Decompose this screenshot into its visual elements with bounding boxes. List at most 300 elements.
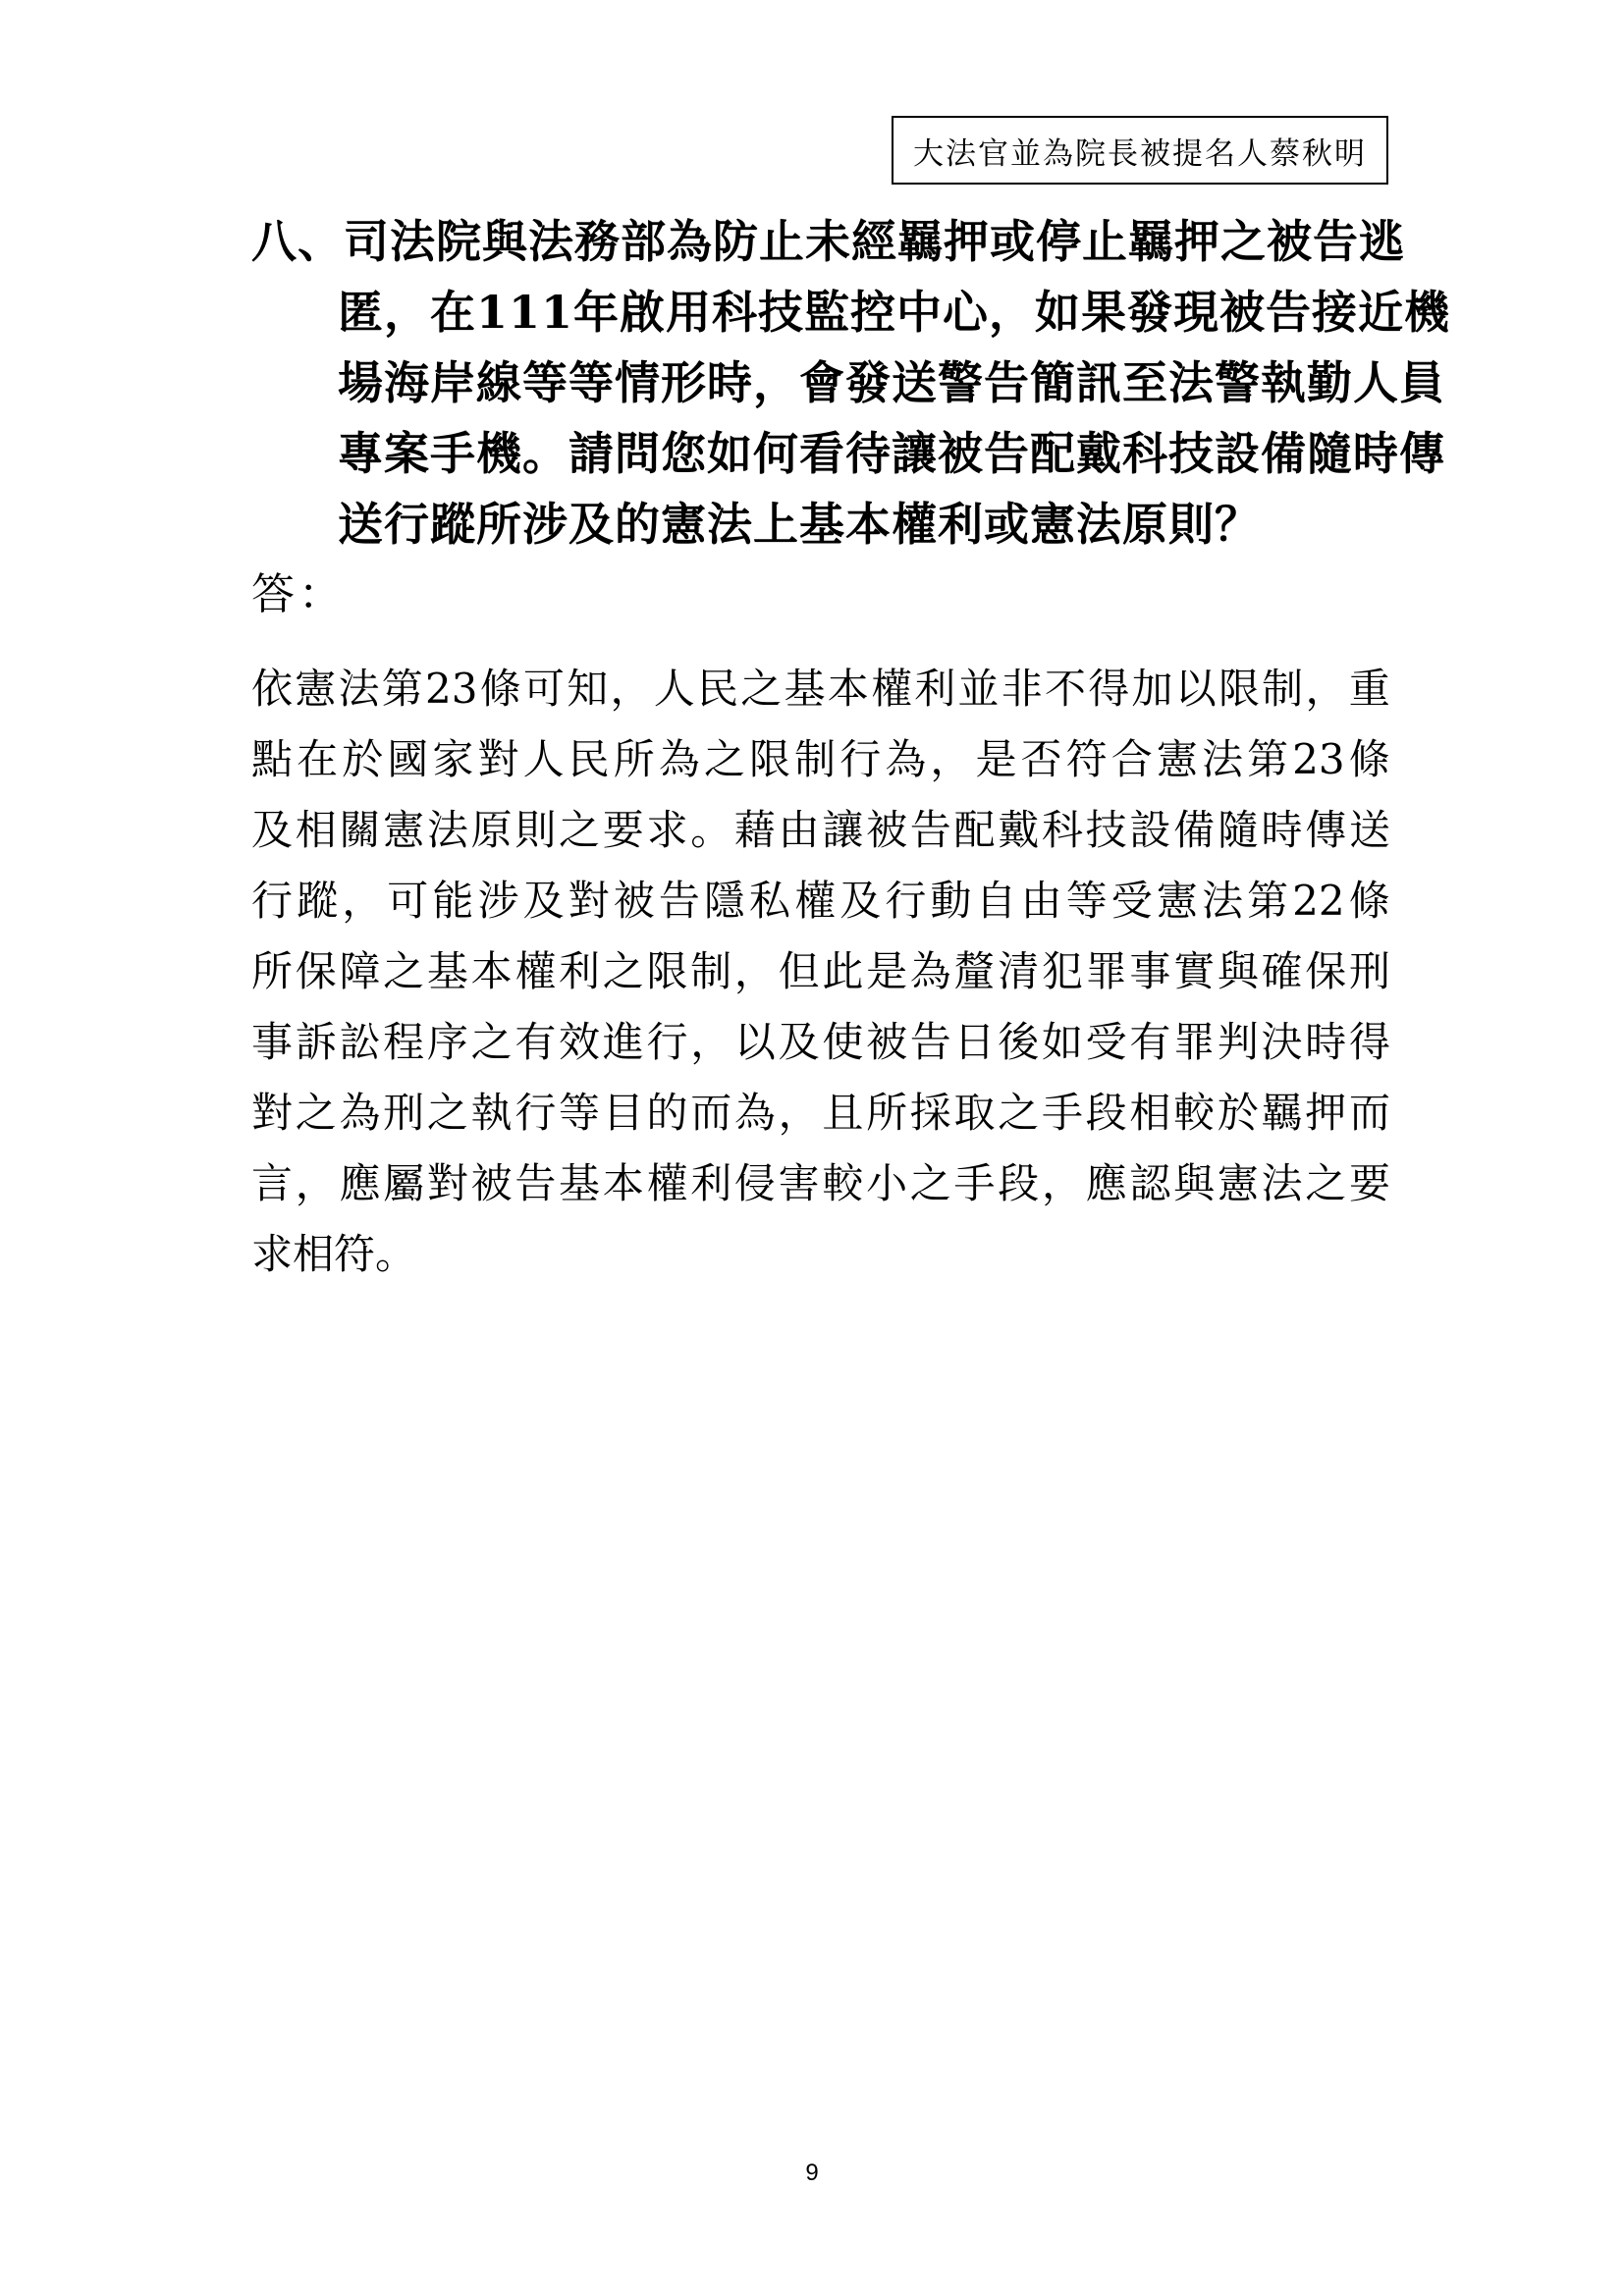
line-glyph: 接 (1312, 286, 1359, 339)
line-glyph: 告 (984, 356, 1030, 409)
line-glyph: 等 (1065, 877, 1108, 925)
line-glyph: 利 (914, 665, 956, 713)
answer-line (251, 936, 1390, 1007)
line-glyph: 訟 (339, 1018, 381, 1066)
answer-line (251, 1007, 1390, 1078)
line-glyph: 條 (479, 665, 521, 713)
line-glyph: 被 (866, 806, 908, 854)
line-glyph: ， (778, 1089, 820, 1137)
answer-line: 求相符。 (251, 1230, 417, 1278)
line-glyph: 對 (568, 877, 610, 925)
line-glyph: 告 (1313, 215, 1359, 268)
line-glyph: 員 (1399, 356, 1445, 409)
line-glyph: 法 (1261, 1159, 1303, 1207)
line-glyph: 被 (938, 427, 984, 480)
line-glyph: 行 (885, 877, 927, 925)
line-glyph: 發 (845, 356, 892, 409)
line-glyph: 羈 (1128, 215, 1174, 268)
line-glyph: 罪 (1085, 947, 1127, 995)
question-line (338, 277, 1451, 347)
line-glyph: 否 (1020, 735, 1062, 783)
line-glyph: 啟 (620, 286, 667, 339)
line-glyph: 司 (344, 215, 390, 268)
line-glyph: 法 (338, 665, 380, 713)
answer-line (251, 724, 1390, 795)
line-glyph: 停 (1036, 215, 1082, 268)
line-glyph: 至 (1122, 356, 1168, 409)
line-glyph: 被 (613, 877, 655, 925)
line-glyph: 蹤 (297, 877, 339, 925)
question-line (338, 347, 1445, 418)
line-glyph: 法 (1201, 877, 1243, 925)
line-glyph: 技 (758, 286, 805, 339)
line-glyph: 本 (602, 1159, 644, 1207)
line-glyph: 為 (909, 947, 951, 995)
line-glyph: 手 (430, 427, 476, 480)
question-line (251, 206, 1405, 277)
line-glyph: 勤 (1307, 356, 1353, 409)
line-glyph: ， (610, 665, 652, 713)
line-glyph: 機 (476, 427, 522, 480)
line-glyph: 止 (759, 215, 805, 268)
line-glyph: 人 (1353, 356, 1399, 409)
line-glyph: 匿 (338, 286, 384, 339)
line-glyph: 科 (1122, 427, 1168, 480)
line-glyph: 等 (522, 356, 568, 409)
line-glyph: 涉 (477, 877, 519, 925)
line-glyph: 之 (426, 1089, 468, 1137)
line-glyph: 保 (1305, 947, 1347, 995)
line-glyph: 之 (740, 665, 783, 713)
line-glyph: 之 (1305, 1159, 1347, 1207)
line-glyph: 讓 (892, 427, 938, 480)
line-glyph: 行 (514, 1089, 557, 1137)
line-glyph: 進 (602, 1018, 644, 1066)
line-glyph: 何 (753, 427, 799, 480)
line-glyph: 利 (559, 947, 601, 995)
line-glyph: 押 (1174, 215, 1220, 268)
line-glyph: 要 (1348, 1159, 1390, 1207)
line-glyph: 手 (953, 1159, 996, 1207)
line-glyph: 屬 (383, 1159, 425, 1207)
line-glyph: ， (690, 1018, 732, 1066)
line-glyph: 由 (778, 806, 820, 854)
line-glyph: 為 (733, 1089, 776, 1137)
line-glyph: 羈 (1261, 1089, 1303, 1137)
line-glyph: 對 (477, 735, 519, 783)
line-glyph: 求 (646, 806, 688, 854)
line-glyph: 之 (295, 1089, 337, 1137)
line-glyph: 害 (778, 1159, 820, 1207)
line-glyph: 效 (559, 1018, 601, 1066)
question-block (251, 206, 1451, 560)
line-glyph: 憲 (1217, 1159, 1259, 1207)
answer-line (251, 1078, 1390, 1148)
line-glyph: 在 (430, 286, 476, 339)
line-glyph: 行 (839, 735, 882, 783)
line-glyph: 如 (1041, 1018, 1083, 1066)
line-glyph: 不 (1044, 665, 1086, 713)
line-glyph: 簡 (1030, 356, 1076, 409)
line-glyph: 告 (909, 806, 951, 854)
line-glyph: 傳 (1399, 427, 1445, 480)
line-glyph: 防 (713, 215, 759, 268)
page-number: 9 (805, 2160, 819, 2186)
nominee-header-box (892, 116, 1388, 185)
line-glyph: 受 (1110, 877, 1153, 925)
line-glyph: 憲 (295, 665, 337, 713)
line-glyph: 應 (1085, 1159, 1127, 1207)
line-glyph: 罪 (1173, 1018, 1216, 1066)
line-glyph: 與 (1173, 1159, 1216, 1207)
line-glyph: 條 (1348, 735, 1390, 783)
line-glyph: 羈 (897, 215, 944, 268)
line-glyph: 有 (1129, 1018, 1171, 1066)
line-glyph: 合 (1110, 735, 1153, 783)
line-glyph: 戴 (998, 806, 1040, 854)
line-glyph: 送 (892, 356, 938, 409)
line-glyph: 序 (426, 1018, 468, 1066)
line-glyph: 法 (1168, 356, 1215, 409)
line-glyph: 目 (602, 1089, 644, 1137)
line-glyph: ， (295, 1159, 337, 1207)
line-glyph: 果 (1081, 286, 1128, 339)
line-glyph: 有 (514, 1018, 557, 1066)
line-glyph: 設 (1129, 806, 1171, 854)
line-glyph: 警 (938, 356, 984, 409)
line-glyph: 111 (476, 286, 574, 339)
line-glyph: 小 (866, 1159, 908, 1207)
line-glyph: 所 (613, 735, 655, 783)
line-glyph: 押 (1305, 1089, 1347, 1137)
line-glyph: 警 (1215, 356, 1261, 409)
question-line (338, 418, 1445, 489)
line-glyph: 看 (799, 427, 845, 480)
line-glyph: 依 (251, 665, 294, 713)
line-glyph: 控 (850, 286, 897, 339)
line-glyph: 法 (528, 215, 574, 268)
line-glyph: 配 (953, 806, 996, 854)
line-glyph: 場 (338, 356, 384, 409)
line-glyph: 之 (703, 735, 745, 783)
line-glyph: 制 (1262, 665, 1304, 713)
line-glyph: 告 (909, 1018, 951, 1066)
line-glyph: 或 (990, 215, 1036, 268)
line-glyph: ， (384, 286, 430, 339)
line-glyph: ， (753, 356, 799, 409)
line-glyph: 行 (251, 877, 294, 925)
line-glyph: 如 (707, 427, 753, 480)
line-glyph: 以 (733, 1018, 776, 1066)
line-glyph: 點 (251, 735, 294, 783)
line-glyph: 務 (574, 215, 621, 268)
line-glyph: 之 (383, 947, 425, 995)
line-glyph: 得 (1088, 665, 1130, 713)
line-glyph: 要 (602, 806, 644, 854)
line-glyph: 時 (1353, 427, 1399, 480)
line-glyph: 程 (383, 1018, 425, 1066)
line-glyph: 與 (482, 215, 528, 268)
line-glyph: 民 (696, 665, 738, 713)
line-glyph: 以 (1174, 665, 1217, 713)
line-glyph: 事 (251, 1018, 294, 1066)
line-glyph: 條 (1348, 877, 1390, 925)
line-glyph: 如 (1035, 286, 1082, 339)
line-glyph: ， (989, 286, 1036, 339)
line-glyph: 於 (1217, 1089, 1259, 1137)
line-glyph: 段 (1085, 1089, 1127, 1137)
line-glyph: 刑 (383, 1089, 425, 1137)
line-glyph: 科 (712, 286, 759, 339)
line-glyph: 實 (1173, 947, 1216, 995)
line-glyph: 受 (1085, 1018, 1127, 1066)
answer-label: 答： (251, 569, 346, 619)
line-glyph: 心 (943, 286, 990, 339)
line-glyph: 較 (822, 1159, 864, 1207)
line-glyph: 備 (1173, 806, 1216, 854)
line-glyph: ， (733, 947, 776, 995)
line-glyph: 執 (1261, 356, 1307, 409)
line-glyph: 告 (514, 1159, 557, 1207)
line-glyph: 權 (870, 665, 912, 713)
line-glyph: 動 (930, 877, 972, 925)
line-glyph: 認 (1129, 1159, 1171, 1207)
line-glyph: 問 (615, 427, 661, 480)
line-glyph: 與 (1217, 947, 1259, 995)
line-glyph: 日 (953, 1018, 996, 1066)
line-glyph: 岸 (430, 356, 476, 409)
line-glyph: 使 (822, 1018, 864, 1066)
line-glyph: 22 (1292, 877, 1345, 925)
line-glyph: 此 (822, 947, 864, 995)
answer-line (251, 795, 1390, 866)
line-glyph: 能 (432, 877, 474, 925)
line-glyph: 海 (384, 356, 430, 409)
line-glyph: 及 (778, 1018, 820, 1066)
line-glyph: 對 (251, 1089, 294, 1137)
line-glyph: 並 (957, 665, 1000, 713)
line-glyph: 段 (998, 1159, 1040, 1207)
line-glyph: 原 (470, 806, 513, 854)
line-glyph: 中 (896, 286, 944, 339)
line-glyph: 憲 (1156, 735, 1198, 783)
line-glyph: 憲 (1156, 877, 1198, 925)
line-glyph: 判 (1217, 1018, 1259, 1066)
line-glyph: 由 (1020, 877, 1062, 925)
line-glyph: 關 (339, 806, 381, 854)
line-glyph: 備 (1261, 427, 1307, 480)
line-glyph: 科 (1041, 806, 1083, 854)
line-glyph: 應 (339, 1159, 381, 1207)
line-glyph: 且 (822, 1089, 864, 1137)
line-glyph: 法 (390, 215, 436, 268)
line-glyph: 自 (975, 877, 1017, 925)
line-glyph: 未 (805, 215, 851, 268)
line-glyph: 被 (866, 1018, 908, 1066)
line-glyph: 事 (1129, 947, 1171, 995)
line-glyph: 經 (851, 215, 897, 268)
line-glyph: 本 (827, 665, 869, 713)
line-glyph: 手 (1041, 1089, 1083, 1137)
line-glyph: 第 (1247, 877, 1289, 925)
line-glyph: 國 (387, 735, 429, 783)
line-glyph: 線 (476, 356, 522, 409)
line-glyph: 加 (1131, 665, 1173, 713)
line-glyph: 止 (1082, 215, 1128, 268)
line-glyph: 。 (522, 427, 568, 480)
line-glyph: 監 (804, 286, 851, 339)
line-glyph: 部 (621, 215, 667, 268)
line-glyph: 的 (646, 1089, 688, 1137)
line-glyph: 被 (1267, 215, 1313, 268)
line-glyph: 之 (470, 1018, 513, 1066)
line-glyph: 戴 (1076, 427, 1122, 480)
line-glyph: 年 (573, 286, 621, 339)
line-glyph: 釐 (953, 947, 996, 995)
line-glyph: 清 (998, 947, 1040, 995)
line-glyph: 家 (432, 735, 474, 783)
line-glyph: 讓 (822, 806, 864, 854)
line-glyph: 情 (615, 356, 661, 409)
line-glyph: 您 (661, 427, 707, 480)
line-glyph: 會 (799, 356, 845, 409)
line-glyph: 被 (470, 1159, 513, 1207)
line-glyph: 保 (295, 947, 337, 995)
line-glyph: 基 (784, 665, 826, 713)
line-glyph: 及 (839, 877, 882, 925)
line-glyph: ， (1041, 1159, 1083, 1207)
line-glyph: 障 (339, 947, 381, 995)
line-glyph: 藉 (733, 806, 776, 854)
line-glyph: 權 (646, 1159, 688, 1207)
line-glyph: 及 (522, 877, 565, 925)
line-glyph: 重 (1348, 665, 1390, 713)
line-glyph: 是 (866, 947, 908, 995)
line-glyph: 民 (568, 735, 610, 783)
line-glyph: 行 (646, 1018, 688, 1066)
line-glyph: 權 (794, 877, 837, 925)
line-glyph: ， (1305, 665, 1347, 713)
line-glyph: 等 (568, 356, 615, 409)
line-glyph: 訊 (1076, 356, 1122, 409)
line-glyph: 配 (1030, 427, 1076, 480)
line-glyph: 專 (338, 427, 384, 480)
line-glyph: 可 (387, 877, 429, 925)
line-glyph: ， (342, 877, 384, 925)
line-glyph: 第 (1247, 735, 1289, 783)
line-glyph: 及 (251, 806, 294, 854)
line-glyph: 則 (514, 806, 557, 854)
line-glyph: 較 (1173, 1089, 1216, 1137)
line-glyph: 但 (778, 947, 820, 995)
line-glyph: 侵 (733, 1159, 776, 1207)
answer-body (251, 654, 1390, 1290)
line-glyph: 告 (984, 427, 1030, 480)
line-glyph: 取 (953, 1089, 996, 1137)
line-glyph: 時 (1305, 1018, 1347, 1066)
line-glyph: 之 (998, 1089, 1040, 1137)
line-glyph: 限 (1218, 665, 1260, 713)
line-glyph: 人 (653, 665, 695, 713)
line-glyph: 設 (1215, 427, 1261, 480)
line-glyph: 私 (749, 877, 791, 925)
line-glyph: 形 (661, 356, 707, 409)
line-glyph: 知 (567, 665, 609, 713)
line-glyph: 利 (690, 1159, 732, 1207)
line-glyph: 對 (426, 1159, 468, 1207)
line-glyph: 近 (1358, 286, 1405, 339)
line-glyph: 隨 (1217, 806, 1259, 854)
line-glyph: 而 (690, 1089, 732, 1137)
line-glyph: 機 (1404, 286, 1451, 339)
line-glyph: ， (930, 735, 972, 783)
line-glyph: 逃 (1359, 215, 1405, 268)
line-glyph: 是 (975, 735, 1017, 783)
line-glyph: 發 (1127, 286, 1174, 339)
line-glyph: 得 (1348, 1018, 1390, 1066)
line-glyph: 確 (1261, 947, 1303, 995)
line-glyph: 限 (749, 735, 791, 783)
line-glyph: 告 (658, 877, 700, 925)
line-glyph: 院 (436, 215, 482, 268)
line-glyph: 刑 (1348, 947, 1390, 995)
line-glyph: 本 (470, 947, 513, 995)
line-glyph: 、 (298, 215, 344, 268)
line-glyph: 等 (559, 1089, 601, 1137)
line-glyph: 基 (426, 947, 468, 995)
line-glyph: 所 (251, 947, 294, 995)
line-glyph: 於 (342, 735, 384, 783)
line-glyph: 。 (690, 806, 732, 854)
line-glyph: 制 (690, 947, 732, 995)
line-glyph: 法 (1201, 735, 1243, 783)
line-glyph: 傳 (1305, 806, 1347, 854)
line-glyph: 之 (1220, 215, 1267, 268)
answer-line (251, 866, 1390, 936)
line-glyph: 符 (1065, 735, 1108, 783)
line-glyph: 之 (602, 947, 644, 995)
line-glyph: 決 (1261, 1018, 1303, 1066)
answer-line (251, 654, 1390, 724)
line-glyph: 技 (1168, 427, 1215, 480)
line-glyph: 限 (646, 947, 688, 995)
line-glyph: 案 (384, 427, 430, 480)
line-glyph: 相 (295, 806, 337, 854)
line-glyph: 告 (1266, 286, 1313, 339)
line-glyph: 為 (885, 735, 927, 783)
line-glyph: 時 (707, 356, 753, 409)
line-glyph: 人 (522, 735, 565, 783)
line-glyph: 憲 (383, 806, 425, 854)
line-glyph: 後 (998, 1018, 1040, 1066)
line-glyph: 可 (522, 665, 565, 713)
line-glyph: 為 (339, 1089, 381, 1137)
line-glyph: 相 (1129, 1089, 1171, 1137)
line-glyph: 時 (1261, 806, 1303, 854)
line-glyph: 權 (514, 947, 557, 995)
line-glyph: 請 (568, 427, 615, 480)
line-glyph: 押 (944, 215, 990, 268)
line-glyph: 被 (1219, 286, 1267, 339)
line-glyph: 執 (470, 1089, 513, 1137)
line-glyph: 待 (845, 427, 892, 480)
line-glyph: 而 (1348, 1089, 1390, 1137)
line-glyph: 採 (909, 1089, 951, 1137)
line-glyph: 之 (559, 806, 601, 854)
line-glyph: 第 (381, 665, 423, 713)
line-glyph: 隨 (1307, 427, 1353, 480)
line-glyph: 用 (666, 286, 713, 339)
